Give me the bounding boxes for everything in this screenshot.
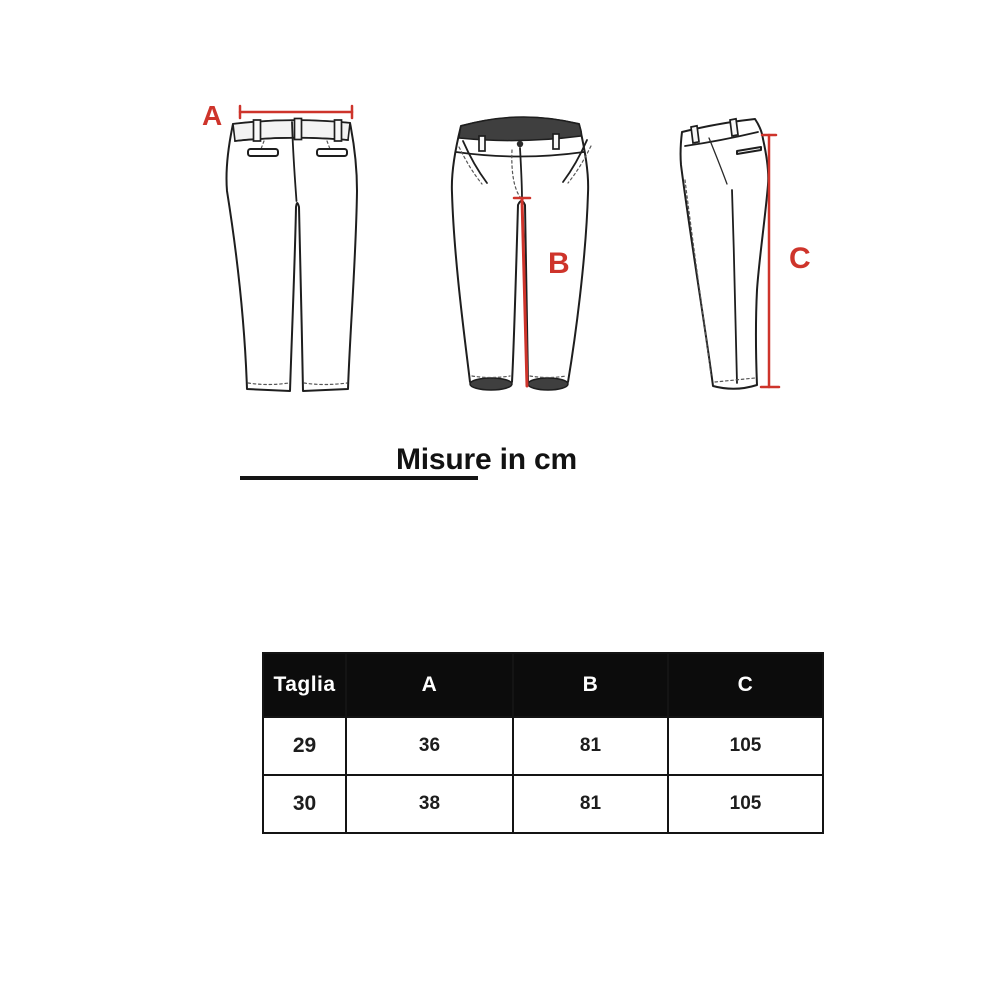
table-row-size-30 <box>263 775 823 833</box>
pants-side-silhouette <box>681 119 769 389</box>
measure-label-a: A <box>202 100 223 131</box>
belt-loop <box>730 119 738 136</box>
pants-front-view-drawing <box>435 95 615 410</box>
cell-c: 105 <box>668 775 823 833</box>
cell-b: 81 <box>513 717 668 775</box>
belt-loop <box>295 119 302 140</box>
belt-loop <box>553 134 559 149</box>
measure-label-b: B <box>548 247 570 280</box>
back-pocket <box>248 149 278 156</box>
table-header-row <box>263 653 823 717</box>
cell-taglia: 29 <box>263 717 346 775</box>
leg-opening <box>470 378 512 390</box>
cell-a: 38 <box>346 775 513 833</box>
belt-loop <box>254 120 261 141</box>
pants-side-view-drawing <box>660 95 815 410</box>
cell-c: 105 <box>668 717 823 775</box>
belt-loop <box>691 126 699 143</box>
header-cell-b: B <box>513 653 668 717</box>
header-cell-a: A <box>346 653 513 717</box>
inner-waistband <box>459 117 581 141</box>
cell-a: 36 <box>346 717 513 775</box>
cell-taglia: 30 <box>263 775 346 833</box>
leg-opening <box>528 378 568 390</box>
header-cell-taglia: Taglia <box>263 653 346 717</box>
belt-loop <box>479 136 485 151</box>
belt-loop <box>335 120 342 141</box>
page-title: Misure in cm <box>396 443 577 476</box>
title-underline <box>240 476 478 480</box>
size-table <box>262 652 824 834</box>
pants-back-silhouette <box>226 120 357 391</box>
table-row-size-29 <box>263 717 823 775</box>
header-cell-c: C <box>668 653 823 717</box>
pants-back-view-drawing <box>200 95 375 410</box>
waist-button <box>517 141 523 147</box>
back-pocket <box>317 149 347 156</box>
measure-label-c: C <box>789 242 811 275</box>
cell-b: 81 <box>513 775 668 833</box>
